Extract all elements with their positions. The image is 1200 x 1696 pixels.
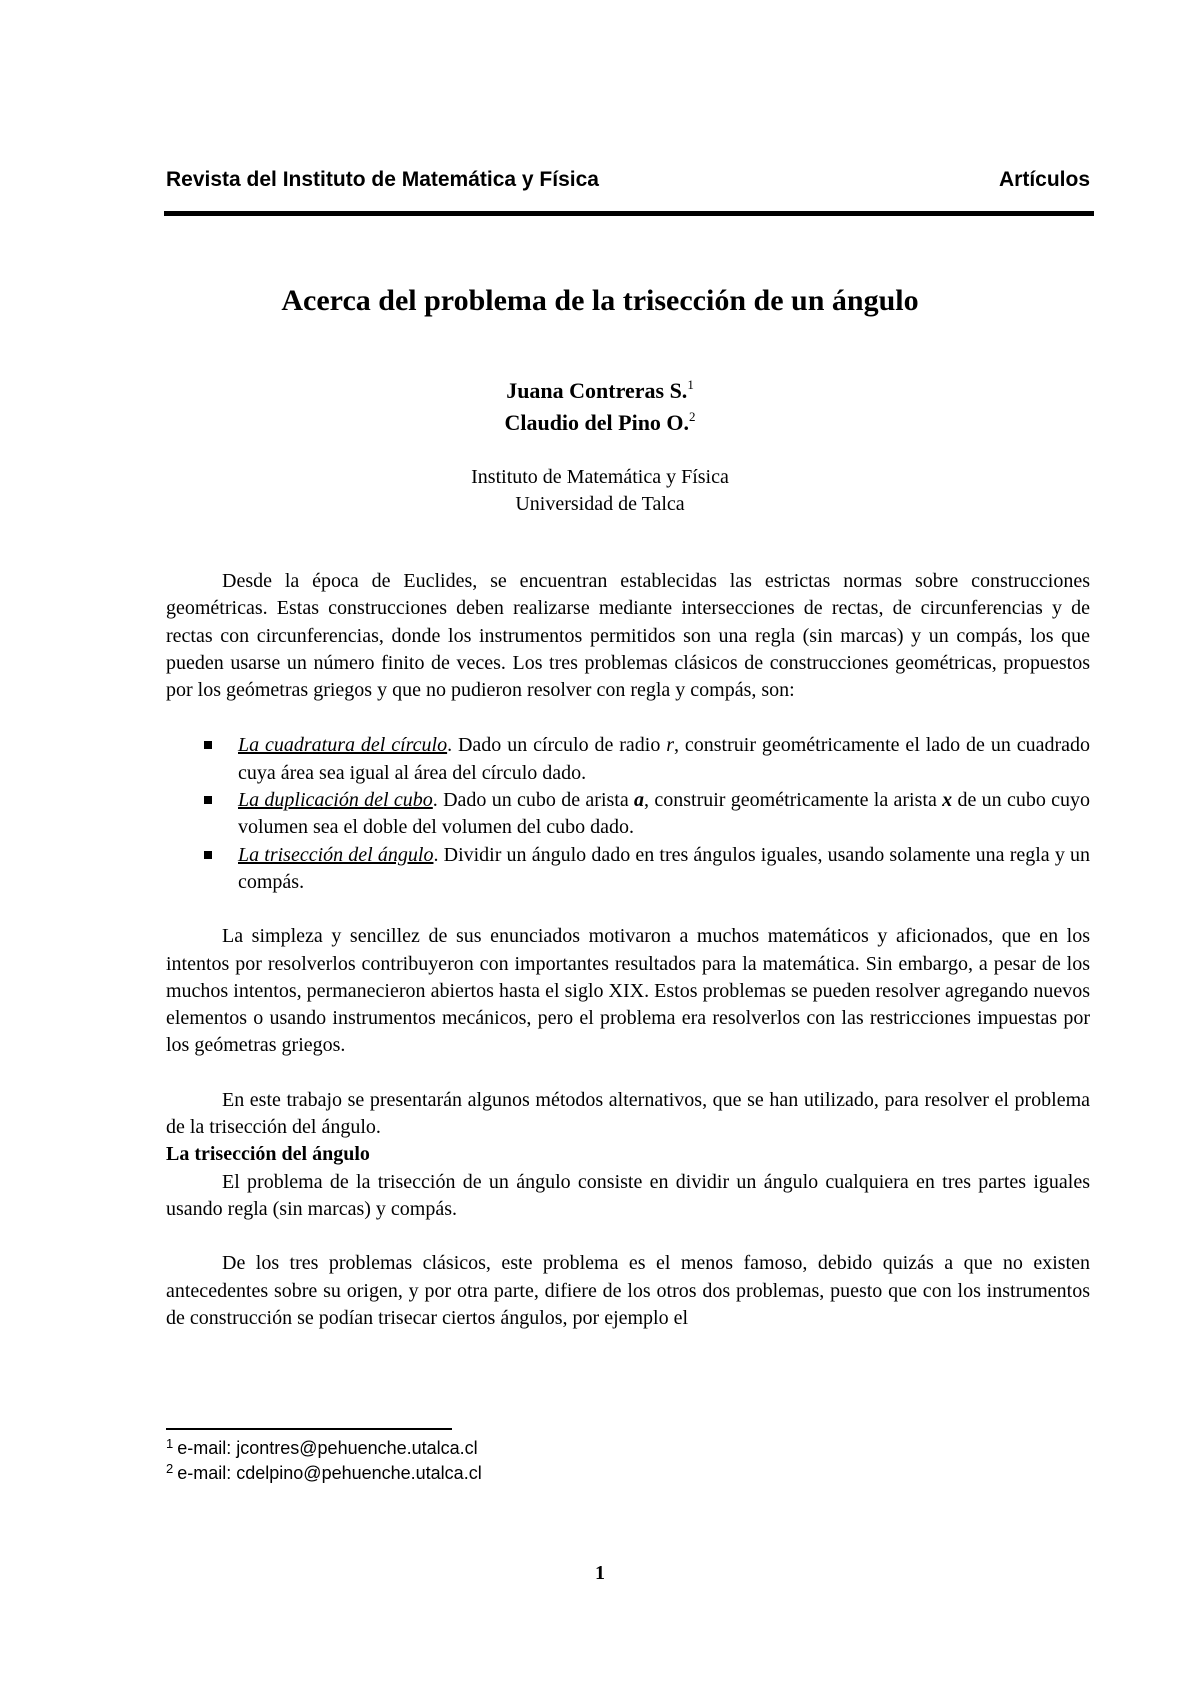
footnote: [166, 1461, 482, 1486]
running-header: [166, 168, 1090, 192]
body-paragraph: De los tres problemas clásicos, este problema es el menos famoso, debido quizás a que no existen antecedentes sobre su origen, y por otra parte, difiere de los otros dos problemas, puesto que con los instrumentos de construcción se podían trisecar ciertos ángulos, por ejemplo el: [166, 1252, 1090, 1329]
square-bullet-icon: [204, 796, 212, 804]
problem-name: La duplicación del cubo: [238, 789, 433, 812]
math-variable: x: [942, 789, 953, 812]
math-variable: a: [634, 789, 645, 812]
author: [0, 407, 1200, 439]
footnote-rule: [166, 1428, 452, 1430]
footnote-marker: 2: [689, 409, 696, 424]
footnote: [166, 1436, 482, 1461]
section-name: Artículos: [998, 168, 1090, 191]
author-block: [0, 375, 1200, 439]
list-item: La cuadratura del círculo. Dado un círculo de radio r, construir geométricamente el lado de un cuadrado cuya área sea igual al área del círculo dado.: [166, 732, 1090, 787]
intro-paragraph: Desde la época de Euclides, se encuentran establecidas las estrictas normas sobre construcciones geométricas. Estas construcciones deben realizarse mediante intersecciones de rectas, de circunferencias y de rectas con circunferencias, donde los instrumentos permitidos son una regla (sin marcas) y un compás, los que pueden usarse un número finito de veces. Los tres problemas clásicos de construcciones geométricas, propuestos por los geómetras griegos y que no pudieron resolver con regla y compás, son:: [166, 570, 1090, 702]
math-variable: r: [666, 734, 674, 757]
author: [0, 375, 1200, 407]
classic-problems-list: [166, 732, 1090, 896]
author-name: Claudio del Pino O.: [504, 410, 690, 435]
affiliation-university: Universidad de Talca: [515, 493, 685, 515]
page-number: 1: [595, 1562, 605, 1584]
affiliation: [0, 464, 1200, 518]
footnote-email: e-mail: jcontres@pehuenche.utalca.cl: [177, 1438, 478, 1458]
footnotes: [166, 1436, 482, 1486]
header-rule: [164, 211, 1094, 216]
square-bullet-icon: [204, 741, 212, 749]
body-paragraph: En este trabajo se presentarán algunos métodos alternativos, que se han utilizado, para resolver el problema de la trisección del ángulo.: [166, 1088, 1090, 1139]
author-name: Juana Contreras S.: [506, 378, 688, 403]
problem-name: La cuadratura del círculo: [238, 734, 448, 757]
body-paragraph: La simpleza y sencillez de sus enunciados motivaron a muchos matemáticos y aficionados, que en los intentos por resolverlos contribuyeron con importantes resultados para la matemática. Sin embargo, a pesar de los muchos intentos, permanecieron abiertos hasta el siglo XIX. Estos problemas se pueden resolver agregando nuevos elementos o usando instrumentos mecánicos, pero el problema era resolverlos con las restricciones impuestas por los geómetras griegos.: [166, 925, 1090, 1057]
body-paragraph: El problema de la trisección de un ángulo consiste en dividir un ángulo cualquiera en tres partes iguales usando regla (sin marcas) y compás.: [166, 1170, 1090, 1220]
square-bullet-icon: [204, 851, 212, 859]
list-item: La trisección del ángulo. Dividir un ángulo dado en tres ángulos iguales, usando solamente una regla y un compás.: [166, 842, 1090, 897]
list-item: La duplicación del cubo. Dado un cubo de arista a, construir geométricamente la arista x de un cubo cuyo volumen sea el doble del volumen del cubo dado.: [166, 787, 1090, 842]
footnote-marker: 2: [166, 1461, 174, 1476]
footnote-marker: 1: [166, 1436, 174, 1451]
footnote-marker: 1: [687, 377, 694, 392]
article-body: [166, 568, 1090, 1332]
journal-name: Revista del Instituto de Matemática y Física: [166, 168, 599, 191]
section-heading: La trisección del ángulo: [166, 1143, 370, 1166]
affiliation-institute: Instituto de Matemática y Física: [471, 466, 729, 488]
problem-name: La trisección del ángulo: [238, 843, 434, 866]
article-title: Acerca del problema de la trisección de un ángulo: [281, 284, 919, 317]
footnote-email: e-mail: cdelpino@pehuenche.utalca.cl: [177, 1463, 482, 1483]
